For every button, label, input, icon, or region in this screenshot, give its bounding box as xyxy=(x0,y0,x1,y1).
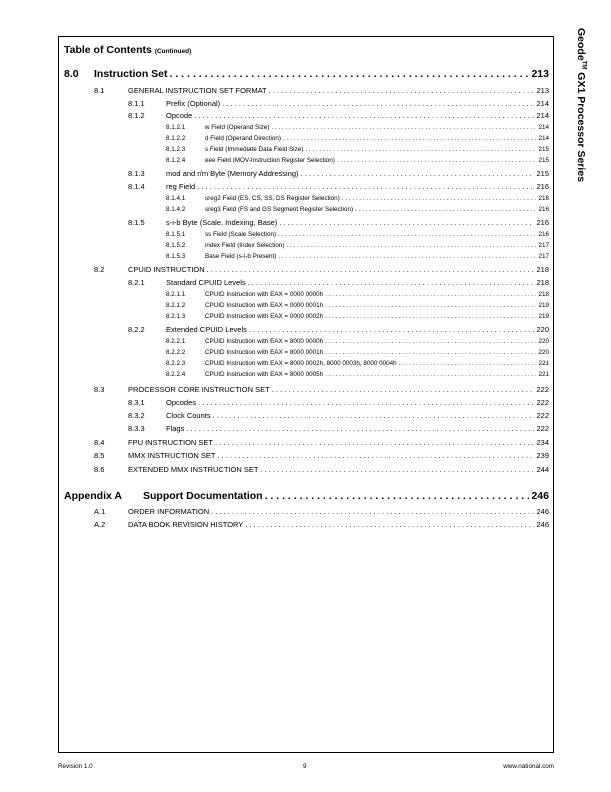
toc-entry[interactable] xyxy=(166,371,549,378)
toc-entry[interactable] xyxy=(166,146,549,153)
toc-entry[interactable] xyxy=(64,490,549,502)
toc-entry[interactable] xyxy=(128,218,549,227)
toc-entry-leader xyxy=(211,507,534,516)
toc-entry-page: 214 xyxy=(538,135,549,142)
toc-entry[interactable] xyxy=(166,242,549,249)
toc-entry[interactable] xyxy=(64,68,549,80)
toc-entry-number: 8.2.2.3 xyxy=(166,360,186,367)
toc-entry[interactable] xyxy=(94,465,549,474)
toc-entry-number: Appendix A xyxy=(64,490,122,502)
toc-entry-page: 220 xyxy=(538,349,549,356)
toc-entry[interactable] xyxy=(128,278,549,287)
toc-entry-number: 8.3.1 xyxy=(128,398,145,407)
toc-entry-number: 8.1.2.4 xyxy=(166,157,186,164)
toc-entry-leader xyxy=(213,411,535,420)
toc-entry-leader xyxy=(355,206,536,213)
toc-entry-number: 8.1.2 xyxy=(128,111,145,120)
toc-entry-title: Standard CPUID Levels xyxy=(166,278,246,287)
toc-entry-number: 8.2.1 xyxy=(128,278,145,287)
toc-entry-title: DATA BOOK REVISION HISTORY xyxy=(128,520,244,529)
toc-entry[interactable] xyxy=(94,265,549,274)
toc-entry-number: 8.5 xyxy=(94,451,105,460)
toc-entry-leader xyxy=(337,157,537,164)
toc-entry-leader xyxy=(325,291,536,298)
toc-entry[interactable] xyxy=(128,411,549,420)
toc-entry[interactable] xyxy=(166,349,549,356)
toc-entry[interactable] xyxy=(128,398,549,407)
toc-entry-number: 8.1.5.1 xyxy=(166,231,186,238)
toc-entry[interactable] xyxy=(166,157,549,164)
toc-entry-number: 8.1.4 xyxy=(128,182,145,191)
toc-entry-page: 218 xyxy=(538,291,549,298)
footer-revision: Revision 1.0 xyxy=(58,763,93,770)
toc-entry-title: s Field (Immediate Data Field Size) xyxy=(205,146,304,153)
toc-entry-number: 8.1.1 xyxy=(128,99,145,108)
toc-entry-title: CPUID Instruction with EAX = 0000 0002h xyxy=(205,313,324,320)
toc-entry-leader xyxy=(305,146,536,153)
toc-entry-number: 8.1.2.3 xyxy=(166,146,186,153)
toc-entry[interactable] xyxy=(94,451,549,460)
toc-entry[interactable] xyxy=(94,520,549,529)
toc-entry-page: 217 xyxy=(538,242,549,249)
toc-entry-title: sreg3 Field (FS and GS Segment Register Selection) xyxy=(205,206,354,213)
toc-entry-title: CPUID Instruction with EAX = 8000 0002h, 8000 0003h, 8000 0004h xyxy=(205,360,397,367)
toc-entry-number: 8.4 xyxy=(94,438,105,447)
toc-entry[interactable] xyxy=(128,99,549,108)
toc-entry-number: 8.3.3 xyxy=(128,424,145,433)
toc-entry-title: w Field (Operand Size) xyxy=(205,124,270,131)
toc-entry[interactable] xyxy=(166,124,549,131)
toc-entry-page: 217 xyxy=(538,253,549,260)
toc-entry-page: 215 xyxy=(536,169,549,178)
toc-entry-page: 246 xyxy=(536,520,549,529)
toc-entry-leader xyxy=(194,111,534,120)
toc-entry-number: 8.3.2 xyxy=(128,411,145,420)
toc-entry-page: 221 xyxy=(538,360,549,367)
toc-entry-leader xyxy=(245,520,534,529)
toc-entry-number: 8.1.2.2 xyxy=(166,135,186,142)
toc-entry-title: eee Field (MOV-Instruction Register Selection) xyxy=(205,157,335,164)
toc-entry-title: reg Field xyxy=(166,182,196,191)
toc-entry[interactable] xyxy=(166,338,549,345)
toc-entry[interactable] xyxy=(166,313,549,320)
toc-entry[interactable] xyxy=(128,424,549,433)
toc-entry[interactable] xyxy=(166,253,549,260)
toc-entry-page: 214 xyxy=(536,111,549,120)
toc-entry-title: CPUID Instruction with EAX = 8000 0005h xyxy=(205,371,324,378)
toc-entry-title: Instruction Set xyxy=(94,68,168,80)
toc-entry-number: 8.1 xyxy=(94,86,105,95)
toc-entry-leader xyxy=(325,349,536,356)
toc-entry[interactable] xyxy=(128,182,549,191)
toc-entry-page: 216 xyxy=(536,182,549,191)
toc-entry[interactable] xyxy=(94,385,549,394)
toc-entry-page: 216 xyxy=(538,195,549,202)
toc-entry-page: 216 xyxy=(538,231,549,238)
toc-entry-leader xyxy=(325,313,536,320)
toc-entry-page: 222 xyxy=(536,411,549,420)
toc-entry-title: CPUID Instruction with EAX = 8000 0000h xyxy=(205,338,324,345)
toc-entry-page: 221 xyxy=(538,371,549,378)
toc-entry-title: PROCESSOR CORE INSTRUCTION SET xyxy=(128,385,270,394)
toc-title: Table of Contents xyxy=(64,44,152,56)
toc-entry-page: 215 xyxy=(538,157,549,164)
toc-entry-title: Opcode xyxy=(166,111,193,120)
toc-entry-leader xyxy=(271,124,536,131)
toc-entry[interactable] xyxy=(166,135,549,142)
toc-entry-title: CPUID Instruction with EAX = 0000 0000h xyxy=(205,291,324,298)
toc-entry[interactable] xyxy=(166,291,549,298)
toc-entry-page: 213 xyxy=(531,68,549,80)
toc-entry-page: 234 xyxy=(536,438,549,447)
toc-entry-leader xyxy=(325,371,536,378)
toc-entry-number: 8.2.1.1 xyxy=(166,291,186,298)
toc-entry-leader xyxy=(342,195,537,202)
toc-entry-page: 244 xyxy=(536,465,549,474)
toc-entry-title: ss Field (Scale Selection) xyxy=(205,231,277,238)
toc-entry[interactable] xyxy=(128,169,549,178)
toc-entry-title: Clock Counts xyxy=(166,411,211,420)
toc-entry[interactable] xyxy=(166,195,549,202)
toc-entry-number: A.1 xyxy=(94,507,106,516)
toc-entry[interactable] xyxy=(166,360,549,367)
toc-entry-number: 8.2.2.1 xyxy=(166,338,186,345)
toc-entry-number: 8.2.2.4 xyxy=(166,371,186,378)
toc-entry-number: 8.3 xyxy=(94,385,105,394)
toc-entry-number: 8.1.5.2 xyxy=(166,242,186,249)
toc-entry-number: 8.1.5 xyxy=(128,218,145,227)
toc-entry-leader xyxy=(325,302,536,309)
footer-website: www.national.com xyxy=(503,763,554,770)
toc-entry-title: CPUID Instruction with EAX = 0000 0001h xyxy=(205,302,324,309)
toc-entry-page: 220 xyxy=(538,338,549,345)
toc-entry-number: 8.1.3 xyxy=(128,169,145,178)
toc-entry-number: 8.2.2 xyxy=(128,325,145,334)
toc-entry-number: 8.2 xyxy=(94,265,105,274)
toc-entry-page: 214 xyxy=(536,99,549,108)
toc-entry-leader xyxy=(265,490,530,502)
toc-heading xyxy=(64,44,191,56)
toc-continued: (Continued) xyxy=(154,48,192,55)
toc-entry-leader xyxy=(286,242,536,249)
toc-entry-page: 218 xyxy=(536,278,549,287)
toc-entry-title: Flags xyxy=(166,424,185,433)
toc-entry-page: 214 xyxy=(538,124,549,131)
toc-entry-title: Base Field (s-i-b Present) xyxy=(205,253,277,260)
toc-entry-leader xyxy=(283,135,537,142)
toc-entry-title: EXTENDED MMX INSTRUCTION SET xyxy=(128,465,259,474)
side-label xyxy=(573,28,587,218)
toc-entry-page: 220 xyxy=(536,325,549,334)
toc-entry-page: 246 xyxy=(531,490,549,502)
toc-entry[interactable] xyxy=(166,231,549,238)
toc-entry-number: 8.2.2.2 xyxy=(166,349,186,356)
toc-entry-leader xyxy=(197,182,534,191)
toc-entry[interactable] xyxy=(128,111,549,120)
toc-entry-page: 246 xyxy=(536,507,549,516)
toc-entry-title: Support Documentation xyxy=(143,490,263,502)
side-label-brand: Geode xyxy=(575,28,587,61)
toc-entry-title: Opcodes xyxy=(166,398,197,407)
toc-entry-page: 218 xyxy=(536,265,549,274)
toc-entry-leader xyxy=(215,438,534,447)
toc-entry-leader xyxy=(222,99,534,108)
toc-entry[interactable] xyxy=(166,302,549,309)
toc-entry[interactable] xyxy=(94,86,549,95)
toc-entry-number: 8.6 xyxy=(94,465,105,474)
toc-entry-leader xyxy=(399,360,537,367)
toc-entry-title: Prefix (Optional) xyxy=(166,99,221,108)
toc-entry-number: 8.2.1.2 xyxy=(166,302,186,309)
toc-entry-leader xyxy=(278,231,536,238)
toc-entry[interactable] xyxy=(166,206,549,213)
toc-entry-number: 8.2.1.3 xyxy=(166,313,186,320)
toc-entry-page: 216 xyxy=(536,218,549,227)
page-frame xyxy=(58,36,554,753)
toc-entry-leader xyxy=(269,86,535,95)
toc-entry-title: sreg2 Field (ES, CS, SS, DS Register Selection) xyxy=(205,195,340,202)
toc-entry-leader xyxy=(198,398,534,407)
toc-entry-page: 222 xyxy=(536,398,549,407)
toc-entry-page: 222 xyxy=(536,385,549,394)
toc-entry-leader xyxy=(186,424,534,433)
toc-entry-page: 239 xyxy=(536,451,549,460)
toc-entry-leader xyxy=(272,385,535,394)
toc-entry-leader xyxy=(260,465,534,474)
toc-entry-number: 8.1.4.1 xyxy=(166,195,186,202)
toc-entry-page: 219 xyxy=(538,313,549,320)
toc-entry-title: mod and r/m Byte (Memory Addressing) xyxy=(166,169,299,178)
toc-entry-title: index Field (Index Selection) xyxy=(205,242,285,249)
toc-entry-number: A.2 xyxy=(94,520,106,529)
toc-entry-title: MMX INSTRUCTION SET xyxy=(128,451,216,460)
toc-entry-number: 8.1.5.3 xyxy=(166,253,186,260)
toc-entry[interactable] xyxy=(94,507,549,516)
toc-entry[interactable] xyxy=(128,325,549,334)
toc-entry-title: GENERAL INSTRUCTION SET FORMAT xyxy=(128,86,267,95)
toc-entry-page: 216 xyxy=(538,206,549,213)
toc-entry-title: FPU INSTRUCTION SET xyxy=(128,438,214,447)
side-label-series: GX1 Processor Series xyxy=(575,69,587,183)
toc-entry-page: 222 xyxy=(536,424,549,433)
toc-entry[interactable] xyxy=(94,438,549,447)
toc-entry-page: 213 xyxy=(536,86,549,95)
toc-entry-leader xyxy=(249,325,535,334)
toc-entry-title: s-i-b Byte (Scale, Indexing, Base) xyxy=(166,218,278,227)
toc-entry-leader xyxy=(248,278,535,287)
toc-entry-page: 219 xyxy=(538,302,549,309)
toc-entry-title: CPUID Instruction with EAX = 8000 0001h xyxy=(205,349,324,356)
toc-entry-title: Extended CPUID Levels xyxy=(166,325,247,334)
toc-entry-title: CPUID INSTRUCTION xyxy=(128,265,205,274)
toc-entry-leader xyxy=(325,338,536,345)
toc-entry-number: 8.1.2.1 xyxy=(166,124,186,131)
side-label-tm: TM xyxy=(580,60,587,70)
toc-entry-leader xyxy=(218,451,535,460)
toc-entry-leader xyxy=(301,169,535,178)
footer-page-number: 9 xyxy=(303,763,307,770)
toc-entry-leader xyxy=(170,68,530,80)
toc-entry-number: 8.1.4.2 xyxy=(166,206,186,213)
toc-entry-leader xyxy=(207,265,535,274)
toc-entry-title: ORDER INFORMATION xyxy=(128,507,210,516)
toc-entry-page: 215 xyxy=(538,146,549,153)
toc-entry-title: d Field (Operand Direction) xyxy=(205,135,281,142)
toc-entry-number: 8.0 xyxy=(64,68,79,80)
toc-entry-leader xyxy=(278,253,536,260)
toc-entry-leader xyxy=(279,218,534,227)
